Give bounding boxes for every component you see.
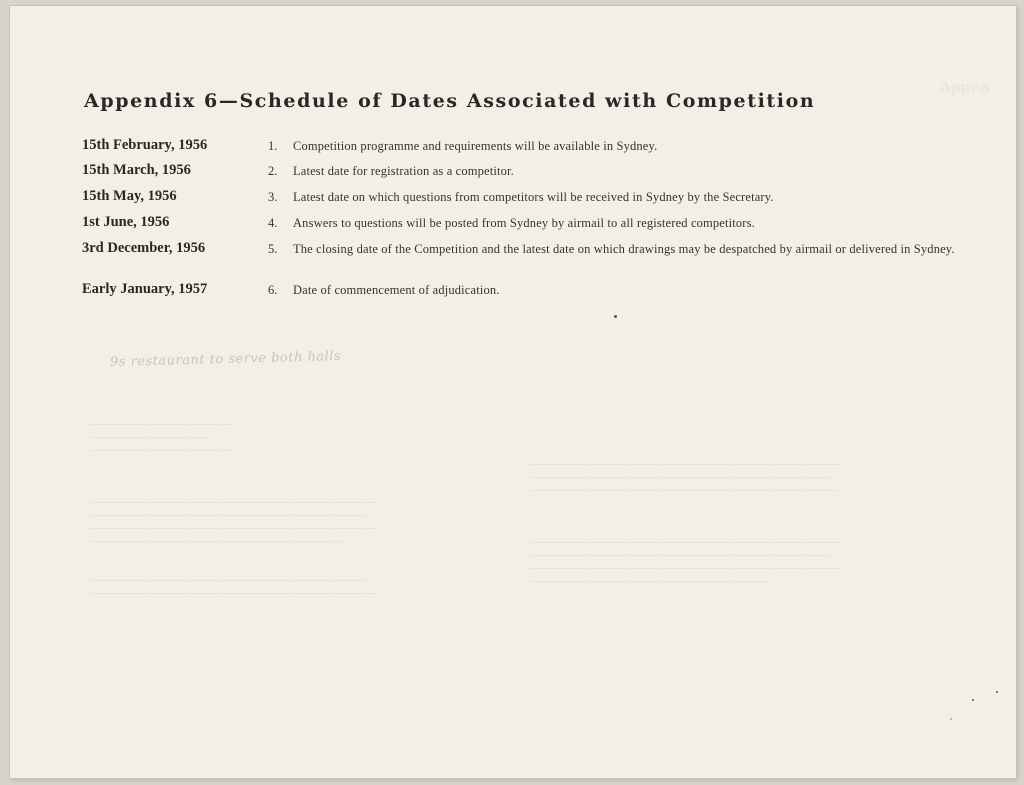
schedule-number: 2. [268,164,278,178]
schedule-number: 6. [268,283,278,297]
handwritten-pencil-note: 9s restaurant to serve both halls [109,348,342,371]
schedule-description: Date of commencement of adjudication. [293,283,500,297]
show-through-right-block: ──────────────────────────────────────────────────── ────────────────────────────────────────────────── ─────────────────────────────────────────────────── ──────────────────────────────────────────────────── ────────────────────────────────────────────────── ──────────────────────────────────────────────────── ──────────────────────────────────────── [530,460,844,588]
page-title: Appendix 6—Schedule of Dates Associated with Competition [84,90,816,112]
schedule-date: 3rd December, 1956 [82,240,206,256]
show-through-left-block: ──────────────────────── ──────────────────── ──────────────────────── ──────────────────────────────────────────────── ────────────────────────────────────────────── ──────────────────────────────────────────────── ────────────────────────────────────────── ────────────────────────────────────────────── ──────────────────────────────────────────────── [90,420,379,600]
schedule-date: Early January, 1957 [82,281,208,297]
schedule-number: 4. [268,216,278,230]
schedule-number: 5. [268,242,278,256]
schedule-date: 1st June, 1956 [82,214,170,230]
document-page [10,6,1016,778]
schedule-description: Latest date on which questions from competitors will be received in Sydney by the Secretary. [293,190,774,204]
paper-speck [996,691,998,693]
schedule-description: Latest date for registration as a competitor. [293,164,514,178]
schedule-description: The closing date of the Competition and the latest date on which drawings may be despatched by airmail or delivered in Sydney. [293,242,955,256]
schedule-number: 1. [268,139,278,153]
schedule-date: 15th February, 1956 [82,137,208,153]
schedule-date: 15th March, 1956 [82,162,191,178]
schedule-number: 3. [268,190,278,204]
schedule-description: Competition programme and requirements will be available in Sydney. [293,139,658,153]
schedule-date: 15th May, 1956 [82,188,177,204]
show-through-right: Appen [940,80,990,96]
paper-speck [972,699,974,701]
paper-speck [614,315,617,318]
paper-speck [950,718,952,720]
schedule-description: Answers to questions will be posted from Sydney by airmail to all registered competitors. [293,216,755,230]
